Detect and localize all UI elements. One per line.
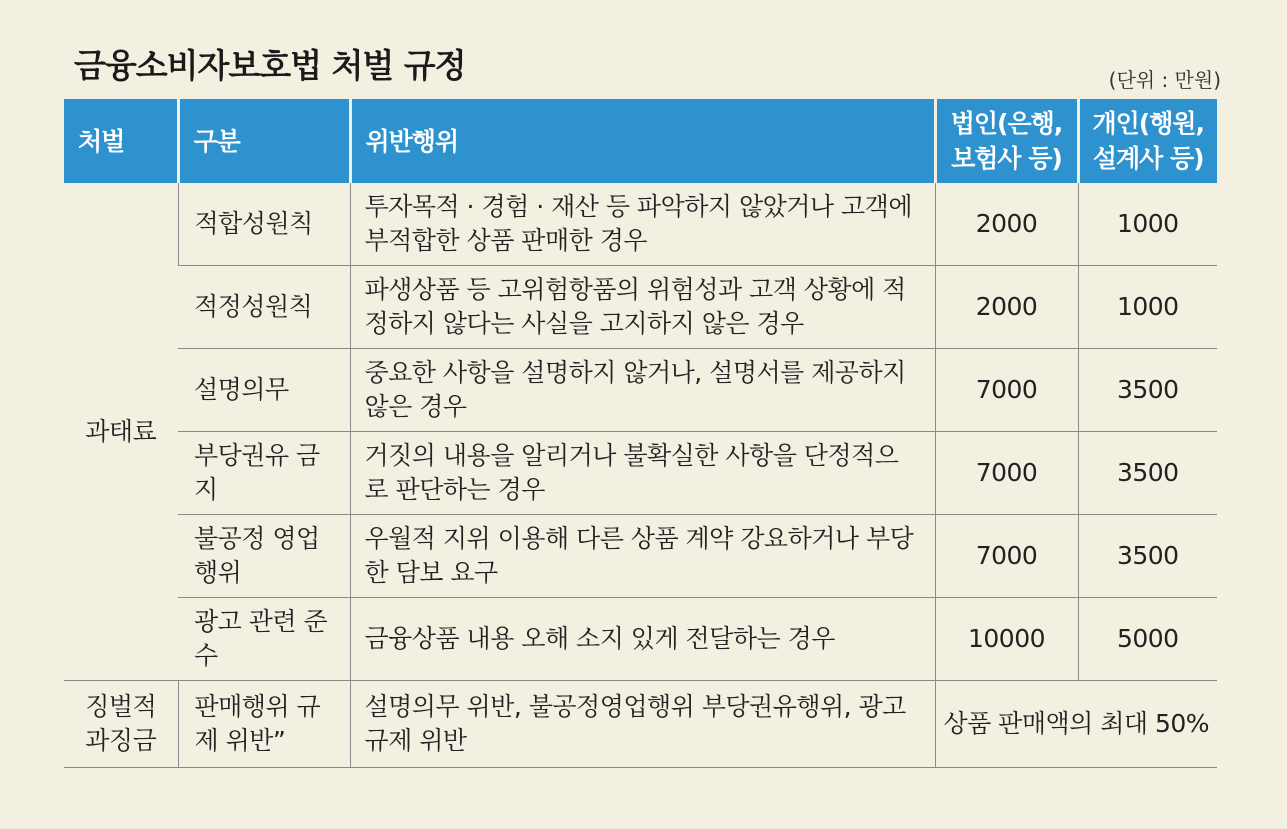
penalty-table [64, 99, 1217, 768]
header-penalty: 처벌 [64, 99, 178, 183]
penalty-type-punitive: 징벌적 과징금 [64, 681, 178, 768]
row-corporate-amount: 2000 [935, 183, 1078, 266]
row-category: 광고 관련 준수 [178, 598, 350, 681]
row-corporate-amount: 7000 [935, 432, 1078, 515]
row-individual-amount: 1000 [1078, 183, 1217, 266]
row-corporate-amount: 2000 [935, 266, 1078, 349]
row-individual-amount: 3500 [1078, 432, 1217, 515]
header-individual: 개인(행원, 설계사 등) [1078, 99, 1217, 183]
row-violation: 설명의무 위반, 불공정영업행위 부당권유행위, 광고규제 위반 [350, 681, 935, 768]
row-violation: 투자목적 · 경험 · 재산 등 파악하지 않았거나 고객에 부적합한 상품 판매한 경우 [350, 183, 935, 266]
row-individual-amount: 5000 [1078, 598, 1217, 681]
table-row-punitive [64, 681, 1217, 768]
row-category: 부당권유 금지 [178, 432, 350, 515]
row-category: 적합성원칙 [178, 183, 350, 266]
table-row [64, 266, 1217, 349]
row-violation: 중요한 사항을 설명하지 않거나, 설명서를 제공하지 않은 경우 [350, 349, 935, 432]
row-category: 불공정 영업행위 [178, 515, 350, 598]
table-row [64, 598, 1217, 681]
table-row [64, 349, 1217, 432]
row-violation: 거짓의 내용을 알리거나 불확실한 사항을 단정적으로 판단하는 경우 [350, 432, 935, 515]
penalty-type-fine: 과태료 [64, 183, 178, 681]
row-corporate-amount: 10000 [935, 598, 1078, 681]
table-row [64, 432, 1217, 515]
row-individual-amount: 3500 [1078, 515, 1217, 598]
row-category: 설명의무 [178, 349, 350, 432]
row-violation: 금융상품 내용 오해 소지 있게 전달하는 경우 [350, 598, 935, 681]
unit-label: (단위 : 만원) [1108, 68, 1221, 92]
row-corporate-amount: 7000 [935, 349, 1078, 432]
header-row [64, 99, 1217, 183]
row-category: 판매행위 규제 위반” [178, 681, 350, 768]
header-category: 구분 [178, 99, 350, 183]
punitive-amount: 상품 판매액의 최대 50% [935, 681, 1217, 768]
row-category: 적정성원칙 [178, 266, 350, 349]
row-violation: 파생상품 등 고위험항품의 위험성과 고객 상황에 적정하지 않다는 사실을 고지하지 않은 경우 [350, 266, 935, 349]
table-title: 금융소비자보호법 처벌 규정 [74, 46, 466, 85]
header-corporate: 법인(은행, 보험사 등) [935, 99, 1078, 183]
row-individual-amount: 1000 [1078, 266, 1217, 349]
table-row [64, 183, 1217, 266]
row-corporate-amount: 7000 [935, 515, 1078, 598]
row-violation: 우월적 지위 이용해 다른 상품 계약 강요하거나 부당한 담보 요구 [350, 515, 935, 598]
table-row [64, 515, 1217, 598]
header-violation: 위반행위 [350, 99, 935, 183]
row-individual-amount: 3500 [1078, 349, 1217, 432]
